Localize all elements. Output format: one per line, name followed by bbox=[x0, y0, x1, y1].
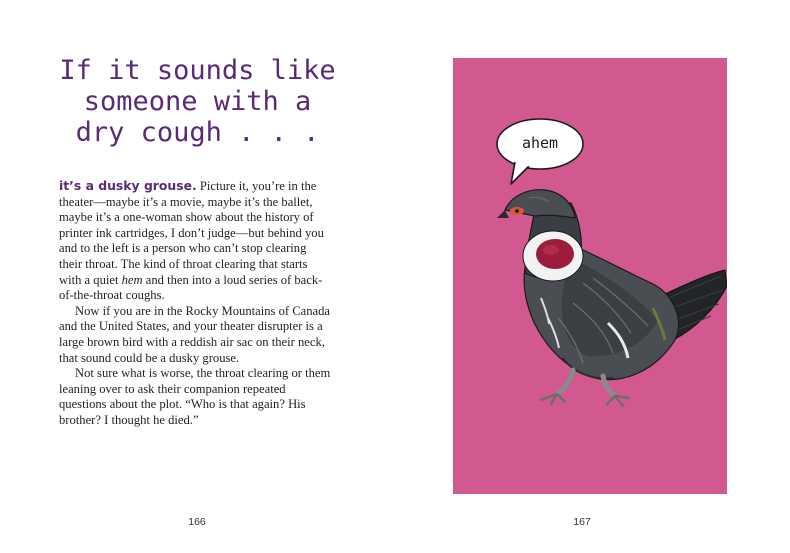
paragraph-1 bbox=[59, 178, 331, 304]
grouse-drawing bbox=[453, 58, 727, 494]
speech-bubble-text: ahem bbox=[521, 134, 559, 152]
body-text bbox=[59, 178, 331, 429]
paragraph-1-end: and then into a loud series of back-of-the-throat coughs. bbox=[59, 272, 323, 303]
paragraph-1-italic: hem bbox=[121, 272, 143, 287]
paragraph-2: Now if you are in the Rocky Mountains of Canada and the United States, and your theater disrupter is a large brown bird with a reddish air sac on their neck, that sound could be a dusky grouse. bbox=[59, 303, 330, 365]
heading-line-3: dry cough . . . bbox=[75, 117, 320, 148]
grouse-throat-sac bbox=[523, 231, 583, 281]
page-number-left: 166 bbox=[188, 516, 206, 528]
heading-line-2: someone with a bbox=[83, 86, 312, 117]
paragraph-3: Not sure what is worse, the throat clearing or them leaning over to ask their companion repeated questions about the plot. “Who is that again? His brother? I thought he died.” bbox=[59, 366, 331, 427]
right-page bbox=[395, 0, 790, 553]
page-heading bbox=[40, 55, 355, 148]
grouse-illustration bbox=[453, 58, 727, 494]
heading-line-1: If it sounds like bbox=[59, 55, 336, 86]
paragraph-1-text: Picture it, you’re in the theater—maybe it’s a movie, maybe it’s the ballet, maybe it’s a one-woman show about the history of printer ink cartridges, I don’t judge—but behind you and to the left is a person who can’t stop clearing their throat. The kind of throat clearing that starts with a quiet bbox=[59, 179, 324, 287]
lead-phrase: it’s a dusky grouse. bbox=[59, 178, 197, 193]
page-number-right: 167 bbox=[573, 516, 591, 528]
